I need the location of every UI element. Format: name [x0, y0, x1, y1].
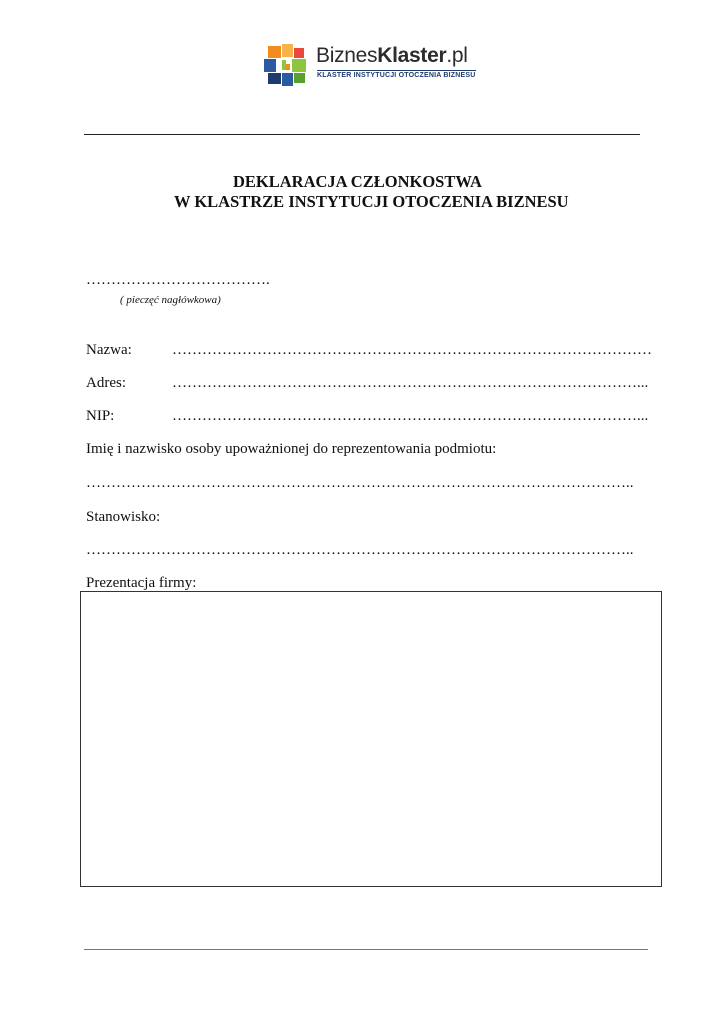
title-line-2: W KLASTRZE INSTYTUCJI OTOCZENIA BIZNESU: [174, 192, 569, 211]
header-divider: [84, 134, 640, 135]
position-field[interactable]: ………………………………………………………………………………………………..: [86, 542, 634, 558]
name-label: Nazwa:: [86, 342, 132, 358]
stamp-caption: ( pieczęć nagłówkowa): [120, 294, 221, 306]
address-field[interactable]: …………………………………………………………………………………...: [172, 375, 649, 391]
logo: [262, 40, 476, 92]
footer-divider: [84, 949, 648, 950]
address-label: Adres:: [86, 375, 126, 391]
title-line-1: DEKLARACJA CZŁONKOSTWA: [233, 172, 482, 191]
nip-label: NIP:: [86, 408, 115, 424]
representative-label: Imię i nazwisko osoby upoważnionej do reprezentowania podmiotu:: [86, 441, 497, 457]
logo-subtitle: KLASTER INSTYTUCJI OTOCZENIA BIZNESU: [317, 72, 476, 79]
logo-name-part1: Biznes: [316, 44, 378, 67]
presentation-box[interactable]: [80, 591, 662, 887]
logo-wordmark: [316, 44, 468, 68]
stamp-placeholder: ……………………………….: [86, 272, 270, 288]
logo-name-part2: Klaster: [377, 44, 447, 67]
presentation-label: Prezentacja firmy:: [86, 575, 197, 591]
logo-name-part3: .pl: [446, 44, 468, 67]
nip-field[interactable]: …………………………………………………………………………………...: [172, 408, 649, 424]
representative-field[interactable]: ………………………………………………………………………………………………..: [86, 475, 634, 491]
name-field[interactable]: ……………………………………………………………………………………: [172, 342, 652, 358]
bizneslaster-logo-icon: [262, 40, 310, 90]
position-label: Stanowisko:: [86, 509, 161, 525]
